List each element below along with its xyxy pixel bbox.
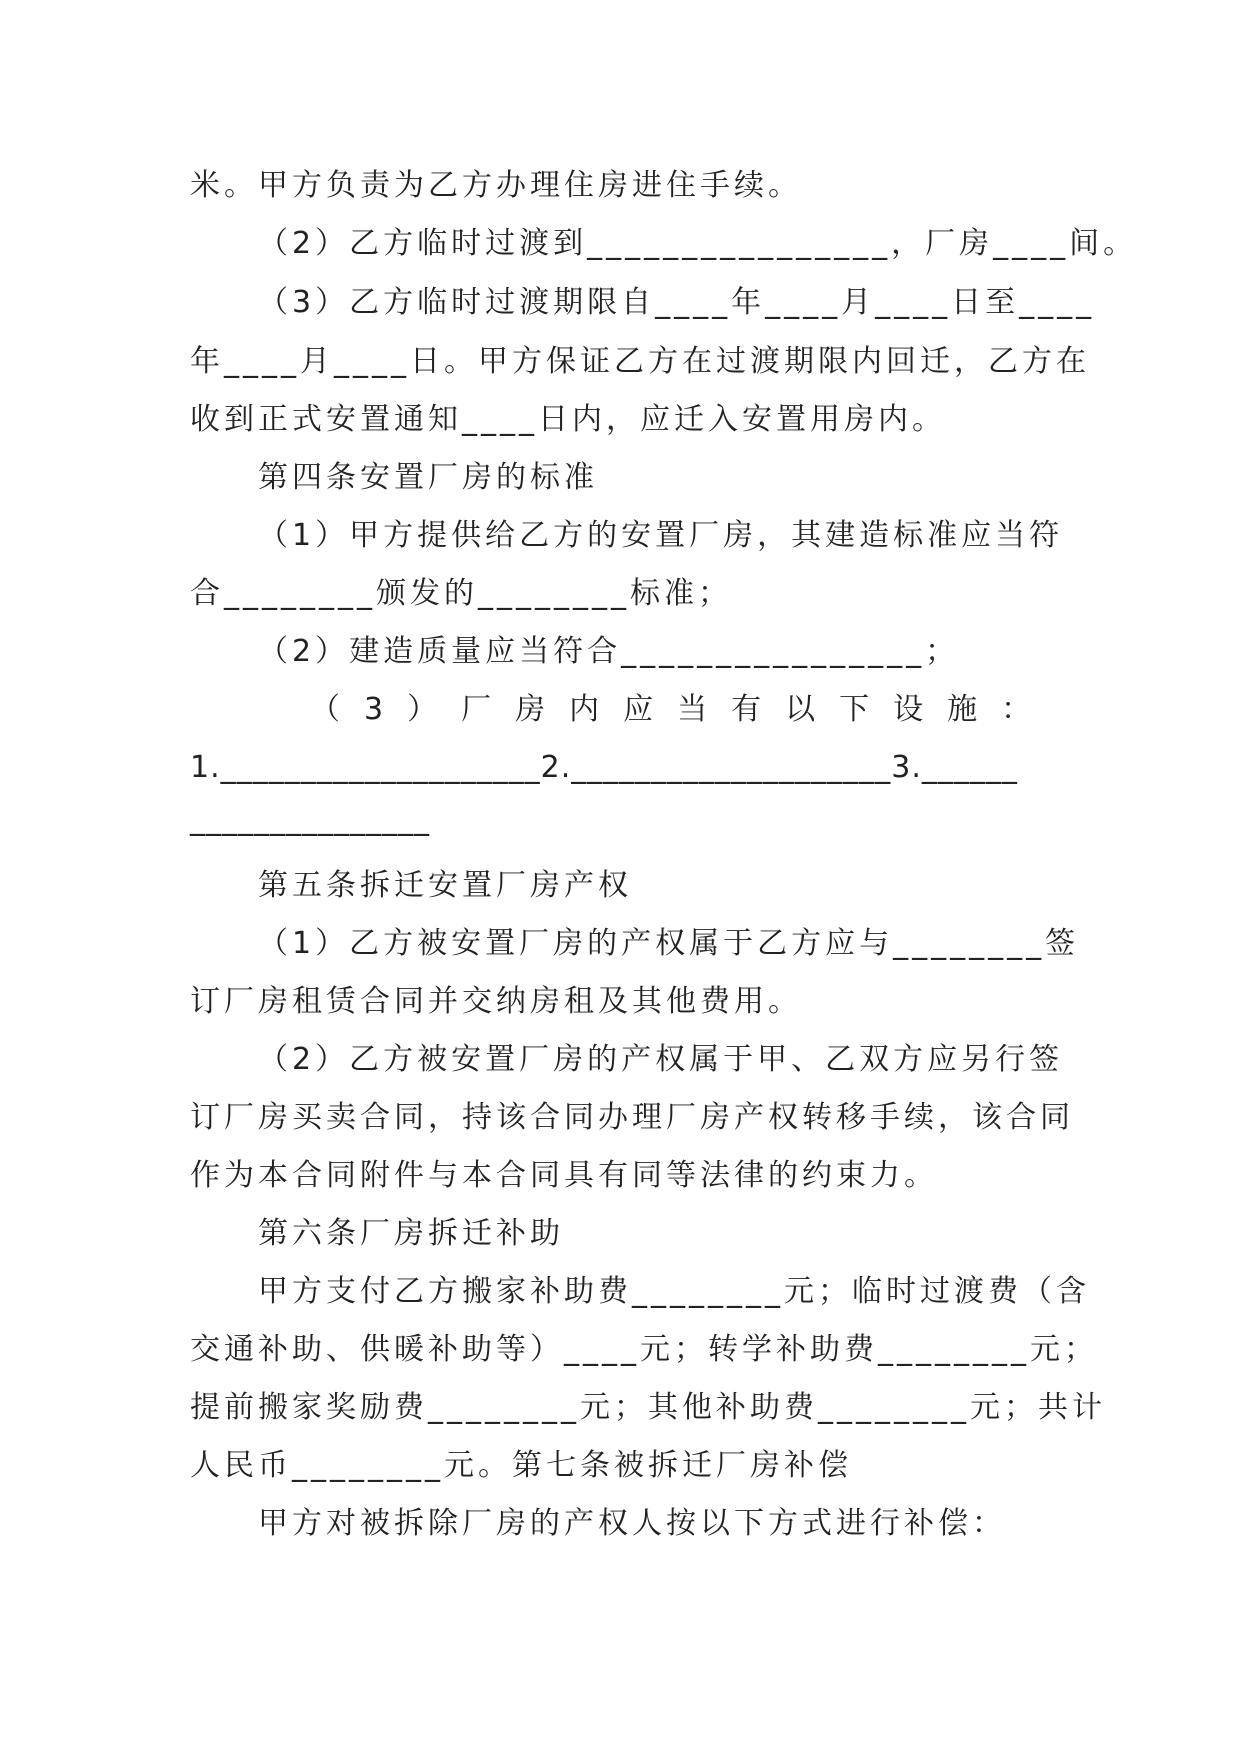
clause-4-1: （1）甲方提供给乙方的安置厂房，其建造标准应当符 [258,518,1064,553]
paragraph-line: 合________颁发的________标准； [190,576,732,611]
paragraph-line: 年____月____日。甲方保证乙方在过渡期限内回迁，乙方在 [190,344,1090,379]
paragraph-line: 订厂房买卖合同，持该合同办理厂房产权转移手续，该合同 [190,1100,1074,1135]
article-7-body: 甲方对被拆除厂房的产权人按以下方式进行补偿： [258,1506,1006,1541]
clause-5-1: （1）乙方被安置厂房的产权属于乙方应与________签 [258,926,1080,961]
facility-blanks-continued: _______________ [190,802,430,837]
paragraph-line: 订厂房租赁合同并交纳房租及其他费用。 [190,984,802,1019]
article-6-body: 甲方支付乙方搬家补助费________元；临时过渡费（含 [258,1274,1090,1309]
paragraph-line: 米。甲方负责为乙方办理住房进住手续。 [190,168,802,203]
paragraph-line: 作为本合同附件与本合同具有同等法律的约束力。 [190,1158,938,1193]
article-5-heading: 第五条拆迁安置厂房产权 [258,868,632,903]
article-4-heading: 第四条安置厂房的标准 [258,460,598,495]
paragraph-line: 提前搬家奖励费________元；其他补助费________元；共计 [190,1390,1106,1425]
paragraph-line: 收到正式安置通知____日内，应迁入安置用房内。 [190,402,946,437]
clause-3-3: （3）乙方临时过渡期限自____年____月____日至____ [258,285,1096,320]
facility-blanks: 1.____________________2.____________________3.______ [190,750,1018,785]
article-6-heading: 第六条厂房拆迁补助 [258,1216,564,1251]
clause-3-2: （2）乙方临时过渡到________________，厂房____间。 [258,226,1138,261]
clause-4-3: （3）厂房内应当有以下设施： [310,692,1056,727]
paragraph-line: 人民币________元。第七条被拆迁厂房补偿 [190,1448,852,1483]
clause-4-2: （2）建造质量应当符合________________； [258,634,960,669]
clause-5-2: （2）乙方被安置厂房的产权属于甲、乙双方应另行签 [258,1042,1064,1077]
paragraph-line: 交通补助、供暖补助等）____元；转学补助费________元； [190,1332,1098,1367]
